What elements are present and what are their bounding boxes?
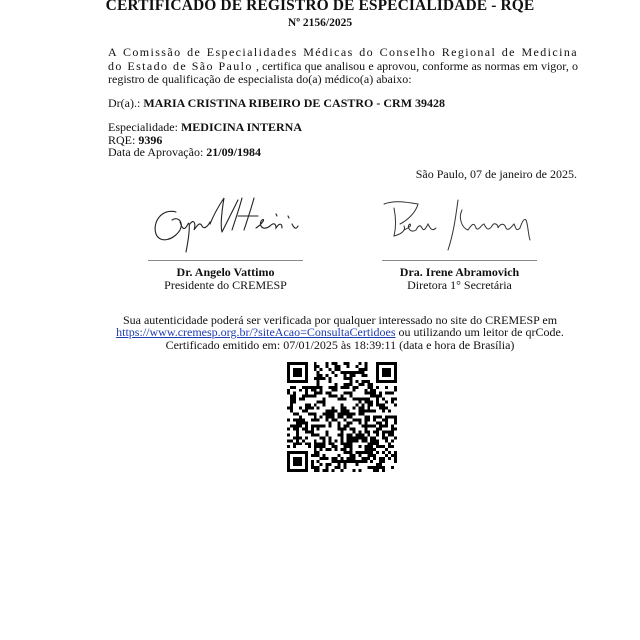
- intro-commission: A Comissão de Especialidades Médicas do Conselho Regional de Medicina do Estado de São Paulo: [108, 45, 578, 73]
- approval-line: [108, 146, 302, 159]
- doctor-label: Dr(a).:: [108, 96, 144, 110]
- intro-paragraph: [108, 46, 578, 87]
- signature-name-president: Dr. Angelo Vattimo: [176, 265, 275, 279]
- verification-line-2: [100, 326, 580, 338]
- signature-role-president: Presidente do CREMESP: [164, 278, 287, 292]
- place-date: São Paulo, 07 de janeiro de 2025.: [415, 167, 577, 181]
- rqe-value: 9396: [138, 132, 163, 147]
- specialty-block: [108, 121, 302, 159]
- signature-role-secretary: Diretora 1° Secretária: [407, 278, 512, 292]
- signature-line-secretary: [382, 260, 537, 261]
- verification-link[interactable]: https://www.cremesp.org.br/?siteAcao=ConsultaCertidoes: [116, 325, 396, 340]
- verification-line-2-rest: ou utilizando um leitor de qrCode.: [395, 325, 564, 340]
- signature-secretary-image: [382, 194, 537, 254]
- signature-president-image: [148, 194, 303, 254]
- verification-notice: [100, 314, 580, 351]
- intro-rest: , certifica que analisou e aprovou, conforme as normas em vigor, o registro de qualificação de especialista do(a) médico(a) abaixo:: [108, 58, 578, 86]
- approval-label: Data de Aprovação:: [108, 145, 207, 160]
- specialty-label: Especialidade:: [108, 120, 181, 134]
- verification-line-1: Sua autenticidade poderá ser verificada por qualquer interessado no site do CREMESP em: [122, 313, 558, 327]
- rqe-label: RQE:: [108, 132, 139, 147]
- signature-line-president: [148, 260, 303, 261]
- certificate-number: Nº 2156/2025: [287, 17, 353, 29]
- qr-code: [287, 362, 397, 472]
- signature-name-secretary: Dra. Irene Abramovich: [399, 265, 520, 279]
- doctor-line: [108, 96, 445, 111]
- approval-value: 21/09/1984: [206, 145, 261, 160]
- issued-at: Certificado emitido em: 07/01/2025 às 18:39:11 (data e hora de Brasília): [165, 337, 515, 352]
- certificate-title: CERTIFICADO DE REGISTRO DE ESPECIALIDADE - RQE: [105, 0, 535, 14]
- specialty-value: MEDICINA INTERNA: [180, 120, 302, 134]
- doctor-name: MARIA CRISTINA RIBEIRO DE CASTRO - CRM 39428: [143, 96, 446, 110]
